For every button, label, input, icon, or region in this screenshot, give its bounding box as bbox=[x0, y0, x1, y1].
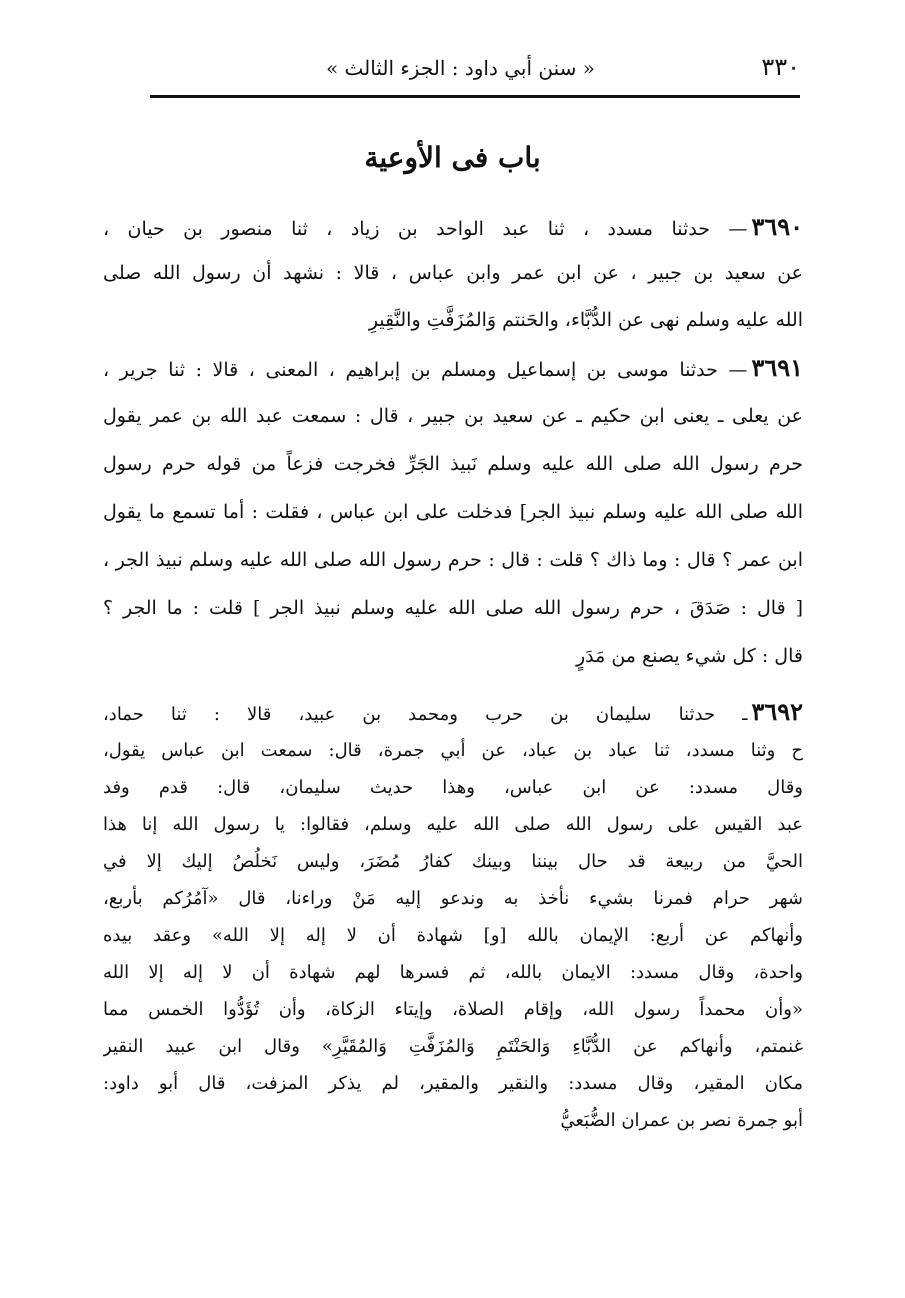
text-line: شهر حرام فمرنا بشيء نأخذ به وندعو إليه مَنْ وراءنا، قال «آمُرُكم بأربع، bbox=[103, 888, 803, 909]
book-title: « سنن أبي داود : الجزء الثالث » bbox=[325, 56, 595, 80]
text-line: عن يعلى ـ يعنى ابن حكيم ـ عن سعيد بن جبير ، قال : سمعت عبد الله بن عمر يقول bbox=[103, 405, 803, 427]
hadith-3692 bbox=[103, 692, 803, 1139]
header-rule bbox=[150, 95, 800, 98]
text-line: ٣٦٩١— حدثنا موسى بن إسماعيل ومسلم بن إبراهيم ، المعنى ، قالا : ثنا جرير ، bbox=[103, 353, 803, 382]
text-line: مكان المقير، وقال مسدد: والنقير والمقير، لم يذكر المزفت، قال أبو داود: bbox=[103, 1073, 803, 1094]
text-line: قال : كل شيء يصنع من مَدَرٍ bbox=[575, 645, 803, 667]
text-line: الله صلى الله عليه وسلم نبيذ الجر] فدخلت على ابن عباس ، فقلت : أما تسمع ما يقول bbox=[103, 501, 803, 523]
text-line: ابن عمر ؟ قال : وما ذاك ؟ قلت : قال : حرم رسول الله صلى الله عليه وسلم نبيذ الجر ، bbox=[103, 549, 803, 571]
text-line: ح وثنا مسدد، ثنا عباد بن عباد، عن أبي جمرة، قال: سمعت ابن عباس يقول، bbox=[103, 740, 803, 761]
text-line: ٣٦٩٠— حدثنا مسدد ، ثنا عبد الواحد بن زياد ، ثنا منصور بن حيان ، bbox=[103, 212, 803, 241]
text-line: ٣٦٩٢ـ حدثنا سليمان بن حرب ومحمد بن عبيد، قالا : ثنا حماد، bbox=[103, 697, 803, 726]
text-line: عبد القيس على رسول الله صلى الله عليه وسلم، فقالوا: يا رسول الله إنا هذا bbox=[103, 814, 803, 835]
text-line: وأنهاكم عن أربع: الإيمان بالله [و] شهادة أن لا إله إلا الله» وعقد بيده bbox=[103, 925, 803, 946]
running-head bbox=[150, 48, 800, 92]
text-line: عن سعيد بن جبير ، عن ابن عمر وابن عباس ، قالا : نشهد أن رسول الله صلى bbox=[103, 262, 803, 284]
hadith-3690 bbox=[103, 203, 803, 344]
text-line: الحيَّ من ربيعة قد حال بيننا وبينك كفارُ مُضَرَ، وليس نَخلُصُ إليك إلا في bbox=[103, 851, 803, 872]
page-body bbox=[103, 203, 803, 1139]
chapter-title: باب فى الأوعية bbox=[364, 141, 541, 174]
text-line: الله عليه وسلم نهى عن الدُّبَّاء، والحَنتم وَالمُزَفَّتِ والنَّقِيرِ bbox=[368, 309, 803, 331]
hadith-3691 bbox=[103, 344, 803, 680]
text-line: وقال مسدد: عن ابن عباس، وهذا حديث سليمان، قال: قدم وفد bbox=[103, 777, 803, 798]
text-line: [ قال : صَدَقَ ، حرم رسول الله صلى الله عليه وسلم نبيذ الجر ] قلت : ما الجر ؟ bbox=[103, 597, 803, 619]
hadith-number: ٣٦٩٢ bbox=[751, 697, 803, 726]
hadith-number: ٣٦٩٠ bbox=[751, 212, 803, 241]
page-number: ٣٣٠ bbox=[761, 53, 800, 81]
text-line: حرم رسول الله صلى الله عليه وسلم نَبيذ الجَرِّ فخرجت فزعاً من قوله حرم رسول bbox=[103, 453, 803, 475]
text-line: واحدة، وقال مسدد: الايمان بالله، ثم فسرها لهم شهادة أن لا إله إلا الله bbox=[103, 962, 803, 983]
text-line: «وأن محمداً رسول الله، وإقام الصلاة، وإيتاء الزكاة، وأن تُؤَدُّوا الخمس مما bbox=[103, 999, 803, 1020]
text-line: غنمتم، وأنهاكم عن الدُّبَّاءِ وَالحَنْتَمِ وَالمُزَفَّتِ وَالمُقَيَّرِ» وقال ابن عبيد النقير bbox=[103, 1036, 803, 1057]
text-line: أبو جمرة نصر بن عمران الضُّبَعيُّ bbox=[560, 1110, 803, 1131]
hadith-number: ٣٦٩١ bbox=[751, 353, 803, 382]
